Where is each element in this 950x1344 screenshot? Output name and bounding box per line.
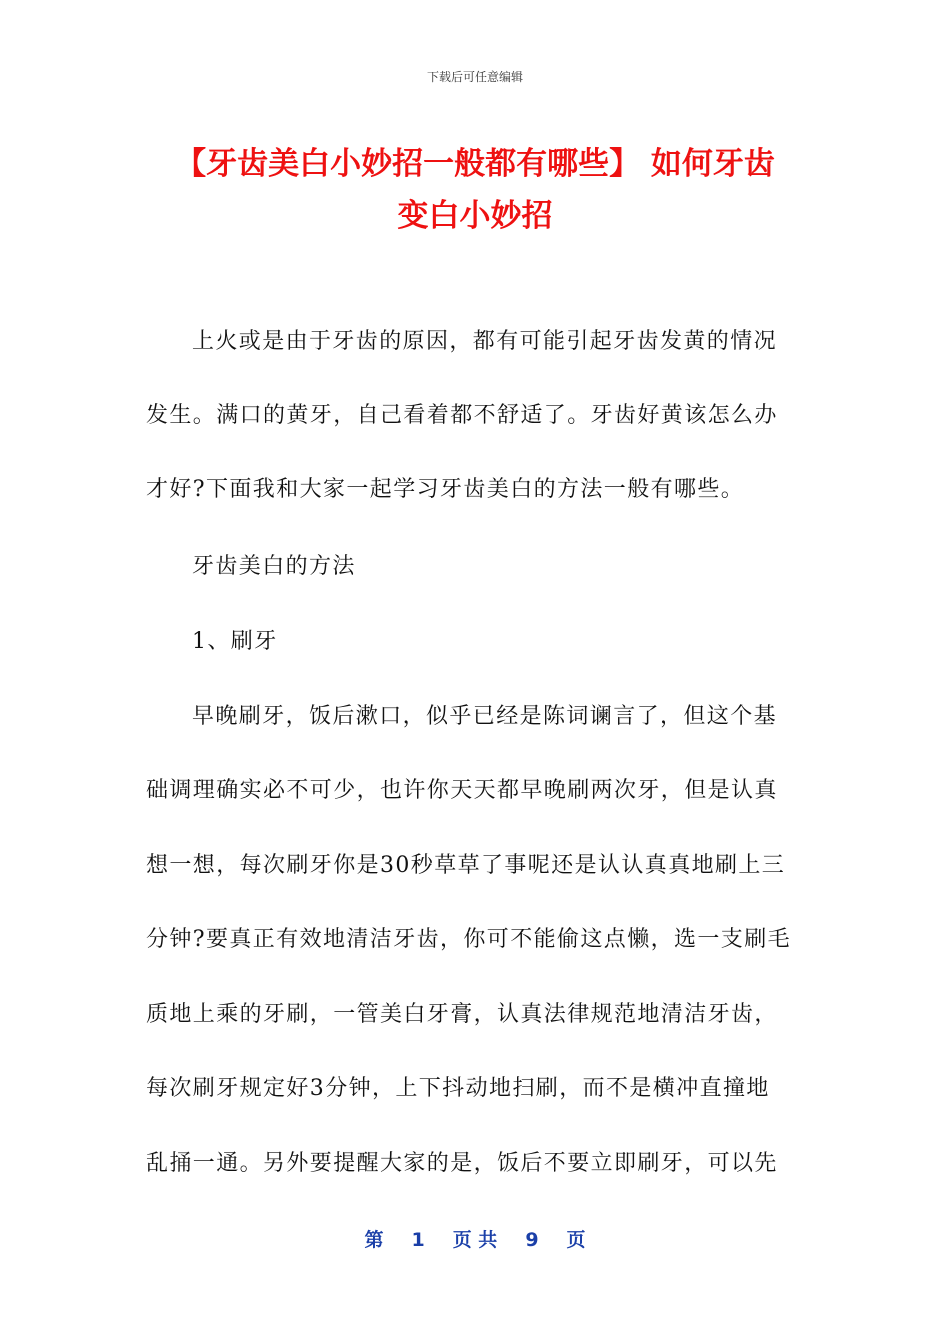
footer-page-number: 1 — [411, 1229, 425, 1251]
paragraph-line: 质地上乘的牙刷，一管美白牙膏，认真法律规范地清洁牙齿， — [146, 1002, 778, 1027]
page-footer — [0, 1225, 950, 1252]
document-title — [120, 138, 830, 242]
title-line-1: 【牙齿美白小妙招一般都有哪些】 如何牙齿 — [175, 146, 775, 182]
paragraph-line: 才好?下面我和大家一起学习牙齿美白的方法一般有哪些。 — [146, 477, 745, 502]
header-note: 下载后可任意编辑 — [426, 70, 523, 84]
paragraph-line: 早晚刷牙，饭后漱口，似乎已经是陈词谰言了，但这个基 — [192, 704, 778, 729]
paragraph-line: 想一想，每次刷牙你是30秒草草了事呢还是认认真真地刷上三 — [146, 853, 786, 878]
footer-prefix: 第 — [364, 1229, 384, 1251]
footer-suffix: 页 — [566, 1229, 586, 1251]
title-line-2: 变白小妙招 — [397, 198, 553, 234]
footer-total-pages: 9 — [525, 1229, 539, 1251]
footer-middle: 页 共 — [452, 1229, 498, 1251]
paragraph-line: 发生。满口的黄牙，自己看着都不舒适了。牙齿好黄该怎么办 — [146, 403, 778, 428]
paragraph-line: 上火或是由于牙齿的原因，都有可能引起牙齿发黄的情况 — [192, 329, 778, 354]
section-heading: 牙齿美白的方法 — [192, 554, 356, 579]
paragraph-line: 每次刷牙规定好3分钟，上下抖动地扫刷，而不是横冲直撞地 — [146, 1076, 770, 1101]
paragraph-line: 础调理确实必不可少，也许你天天都早晚刷两次牙，但是认真 — [146, 778, 778, 803]
paragraph-line: 分钟?要真正有效地清洁牙齿，你可不能偷这点懒，选一支刷毛 — [146, 927, 791, 952]
paragraph-line: 乱捅一通。另外要提醒大家的是，饭后不要立即刷牙，可以先 — [146, 1151, 778, 1176]
subheading: 1、刷牙 — [192, 629, 278, 654]
